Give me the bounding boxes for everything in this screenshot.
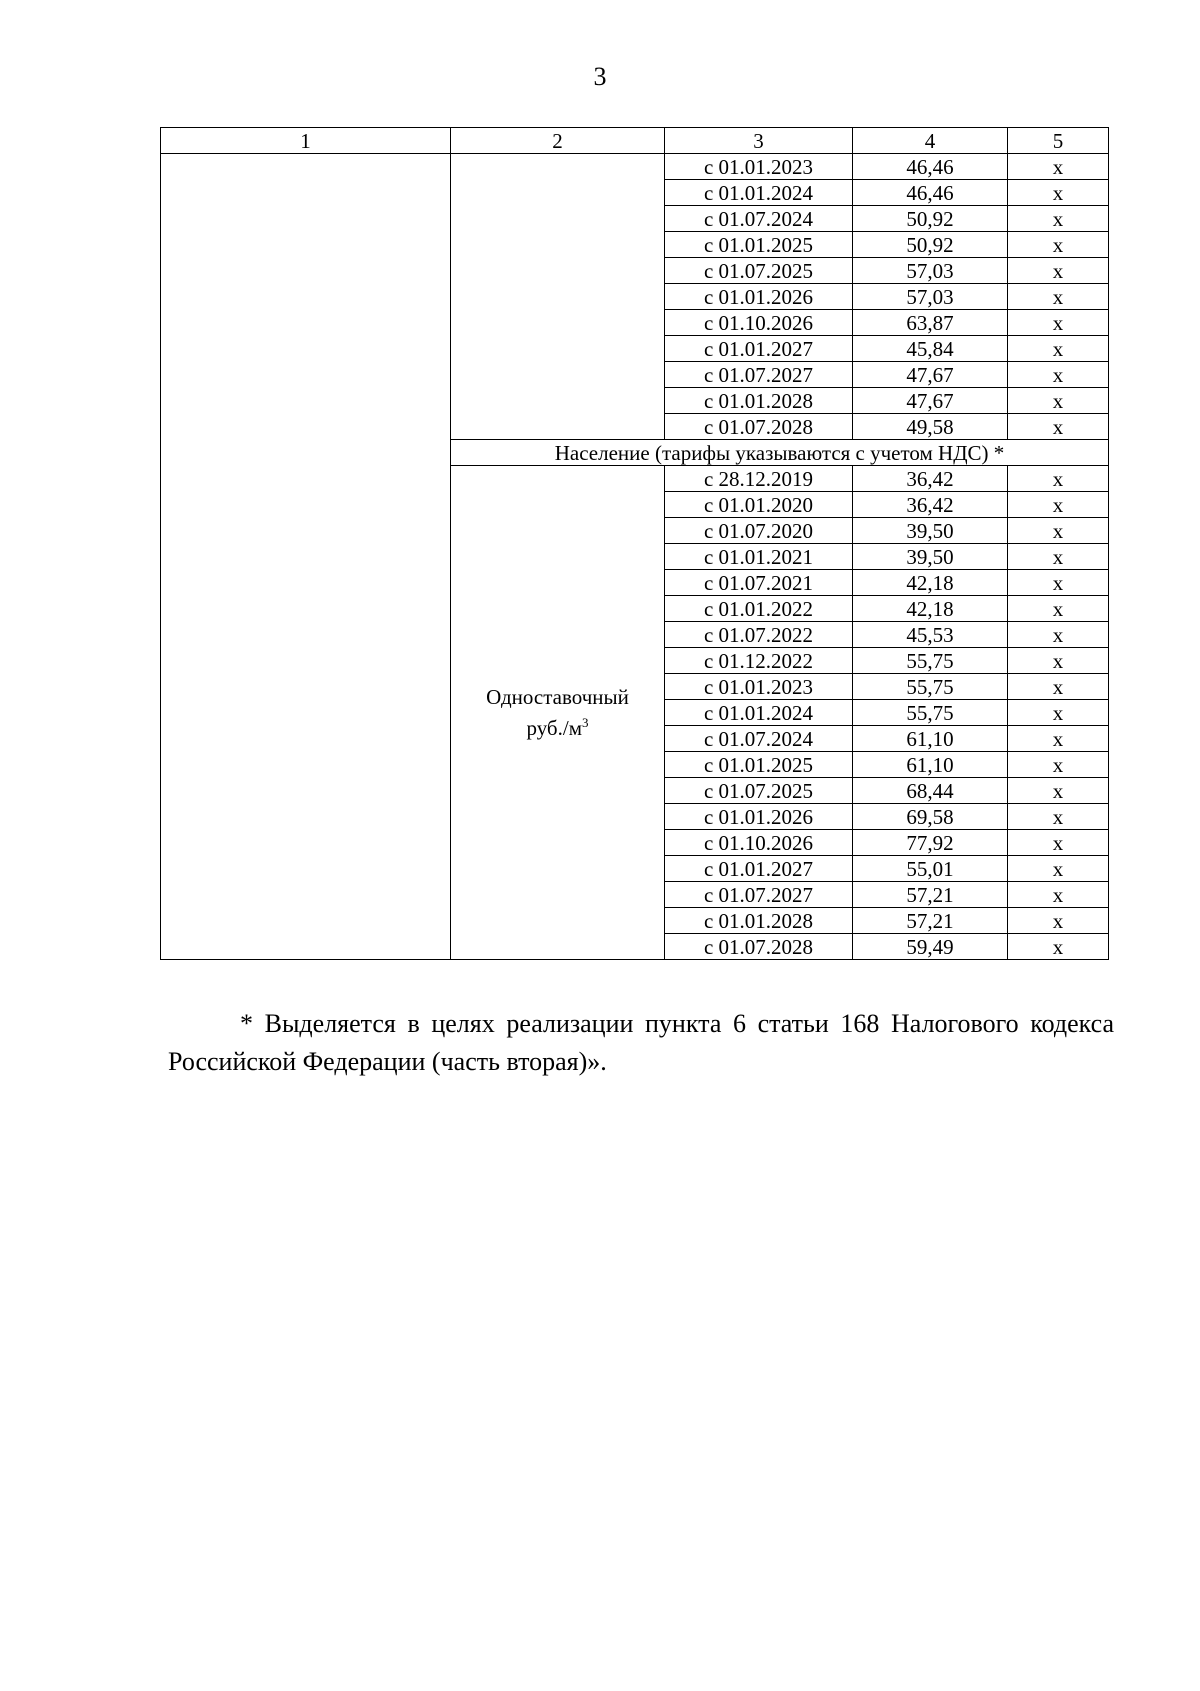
mark-cell: х: [1008, 648, 1109, 674]
date-cell: с 01.01.2023: [665, 154, 853, 180]
header-col-5: 5: [1008, 128, 1109, 154]
tariff-cell: 69,58: [853, 804, 1008, 830]
date-cell: с 01.01.2026: [665, 284, 853, 310]
tariff-cell: 55,01: [853, 856, 1008, 882]
rate-type-cell: [451, 466, 665, 960]
date-cell: с 01.07.2020: [665, 518, 853, 544]
date-cell: с 01.10.2026: [665, 830, 853, 856]
mark-cell: х: [1008, 362, 1109, 388]
tariff-cell: 55,75: [853, 648, 1008, 674]
mark-cell: х: [1008, 752, 1109, 778]
header-col-4: 4: [853, 128, 1008, 154]
mark-cell: х: [1008, 206, 1109, 232]
tariff-cell: 77,92: [853, 830, 1008, 856]
table-header-row: [161, 128, 1109, 154]
mark-cell: х: [1008, 310, 1109, 336]
mark-cell: х: [1008, 180, 1109, 206]
mark-cell: х: [1008, 388, 1109, 414]
mark-cell: х: [1008, 622, 1109, 648]
tariff-cell: 50,92: [853, 206, 1008, 232]
date-cell: с 01.07.2028: [665, 934, 853, 960]
tariff-cell: 57,21: [853, 908, 1008, 934]
date-cell: с 01.07.2027: [665, 882, 853, 908]
date-cell: с 01.12.2022: [665, 648, 853, 674]
date-cell: с 28.12.2019: [665, 466, 853, 492]
mark-cell: х: [1008, 882, 1109, 908]
mark-cell: х: [1008, 934, 1109, 960]
date-cell: с 01.01.2025: [665, 752, 853, 778]
header-col-3: 3: [665, 128, 853, 154]
page-number: 3: [593, 62, 607, 91]
mark-cell: х: [1008, 856, 1109, 882]
tariff-table: [160, 127, 1109, 960]
mark-cell: х: [1008, 232, 1109, 258]
date-cell: с 01.07.2024: [665, 726, 853, 752]
date-cell: с 01.07.2028: [665, 414, 853, 440]
date-cell: с 01.01.2020: [665, 492, 853, 518]
tariff-cell: 49,58: [853, 414, 1008, 440]
date-cell: с 01.01.2023: [665, 674, 853, 700]
tariff-cell: 47,67: [853, 362, 1008, 388]
mark-cell: х: [1008, 570, 1109, 596]
mark-cell: х: [1008, 492, 1109, 518]
tariff-cell: 45,53: [853, 622, 1008, 648]
mark-cell: х: [1008, 700, 1109, 726]
section-title: Население (тарифы указываются с учетом НДС) *: [451, 440, 1109, 466]
date-cell: с 01.01.2028: [665, 388, 853, 414]
mark-cell: х: [1008, 544, 1109, 570]
tariff-cell: 55,75: [853, 674, 1008, 700]
date-cell: с 01.07.2025: [665, 258, 853, 284]
date-cell: с 01.07.2022: [665, 622, 853, 648]
mark-cell: х: [1008, 258, 1109, 284]
mark-cell: х: [1008, 414, 1109, 440]
date-cell: с 01.10.2026: [665, 310, 853, 336]
col-1-empty-cell: [161, 154, 451, 960]
tariff-cell: 46,46: [853, 180, 1008, 206]
date-cell: с 01.07.2027: [665, 362, 853, 388]
date-cell: с 01.01.2027: [665, 856, 853, 882]
date-cell: с 01.07.2025: [665, 778, 853, 804]
footnote: * Выделяется в целях реализации пункта 6 статьи 168 Налогового кодекса Российской Федерации (часть вторая)».: [168, 1009, 1114, 1076]
date-cell: с 01.01.2026: [665, 804, 853, 830]
tariff-cell: 50,92: [853, 232, 1008, 258]
header-col-1: 1: [161, 128, 451, 154]
tariff-cell: 46,46: [853, 154, 1008, 180]
mark-cell: х: [1008, 518, 1109, 544]
date-cell: с 01.01.2027: [665, 336, 853, 362]
date-cell: с 01.01.2024: [665, 700, 853, 726]
tariff-cell: 39,50: [853, 544, 1008, 570]
tariff-cell: 47,67: [853, 388, 1008, 414]
mark-cell: х: [1008, 674, 1109, 700]
mark-cell: х: [1008, 284, 1109, 310]
tariff-cell: 57,21: [853, 882, 1008, 908]
tariff-cell: 57,03: [853, 284, 1008, 310]
tariff-cell: 59,49: [853, 934, 1008, 960]
tariff-cell: 68,44: [853, 778, 1008, 804]
date-cell: с 01.01.2021: [665, 544, 853, 570]
date-cell: с 01.01.2028: [665, 908, 853, 934]
date-cell: с 01.01.2022: [665, 596, 853, 622]
mark-cell: х: [1008, 336, 1109, 362]
date-cell: с 01.01.2024: [665, 180, 853, 206]
header-col-2: 2: [451, 128, 665, 154]
tariff-cell: 61,10: [853, 752, 1008, 778]
tariff-cell: 57,03: [853, 258, 1008, 284]
unit-label: руб./м: [526, 716, 582, 740]
mark-cell: х: [1008, 154, 1109, 180]
mark-cell: х: [1008, 778, 1109, 804]
date-cell: с 01.01.2025: [665, 232, 853, 258]
mark-cell: х: [1008, 804, 1109, 830]
unit-label-wrapper: [451, 710, 664, 741]
mark-cell: х: [1008, 726, 1109, 752]
tariff-cell: 42,18: [853, 596, 1008, 622]
date-cell: с 01.07.2024: [665, 206, 853, 232]
mark-cell: х: [1008, 908, 1109, 934]
date-cell: с 01.07.2021: [665, 570, 853, 596]
tariff-cell: 63,87: [853, 310, 1008, 336]
mark-cell: х: [1008, 830, 1109, 856]
tariff-cell: 36,42: [853, 466, 1008, 492]
table-row: [161, 154, 1109, 180]
tariff-cell: 61,10: [853, 726, 1008, 752]
mark-cell: х: [1008, 596, 1109, 622]
tariff-cell: 42,18: [853, 570, 1008, 596]
tariff-cell: 55,75: [853, 700, 1008, 726]
rate-type-label: Одноставочный: [486, 685, 629, 709]
mark-cell: х: [1008, 466, 1109, 492]
tariff-cell: 45,84: [853, 336, 1008, 362]
col-2-empty-cell: [451, 154, 665, 440]
tariff-cell: 36,42: [853, 492, 1008, 518]
tariff-cell: 39,50: [853, 518, 1008, 544]
unit-superscript: 3: [582, 715, 589, 730]
